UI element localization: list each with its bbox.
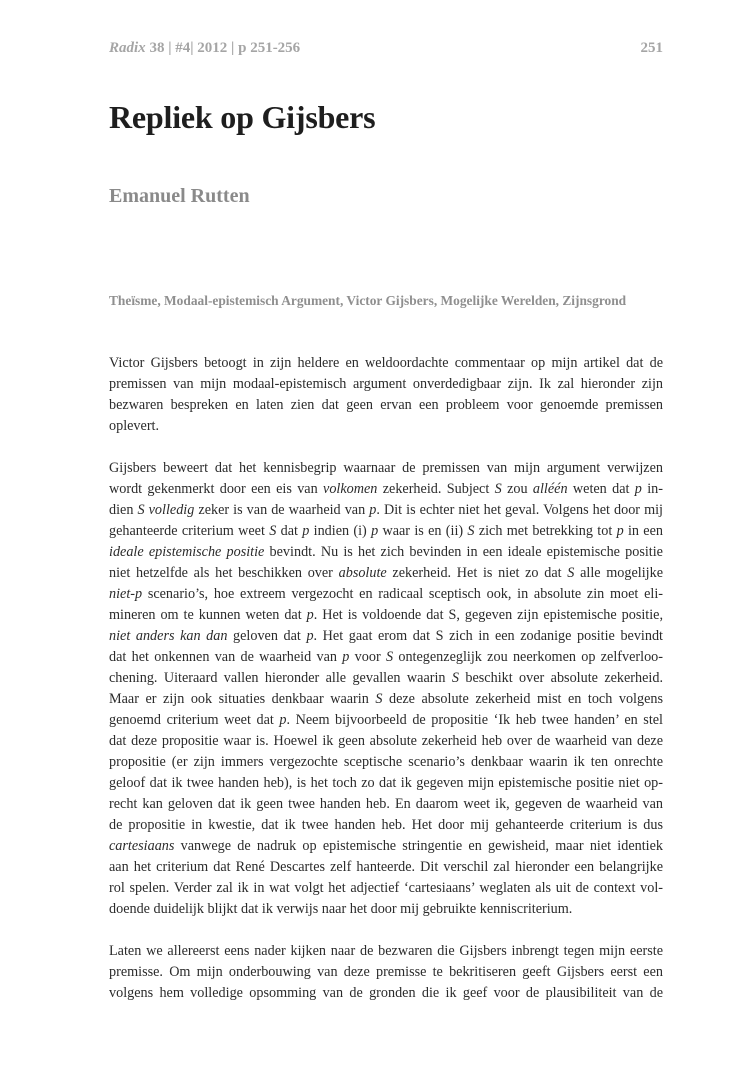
text-line: doende duidelijk blijkt dat ik verwijs naar het door mij gebruikte kenniscriterium. (109, 901, 573, 917)
journal-name: Radix (109, 40, 146, 56)
paragraph (109, 941, 663, 1004)
page-number: 251 (640, 40, 663, 56)
text-line: ideale epistemische positie bevindt. Nu is het zich bevinden in een ideale epistemische positie (109, 544, 663, 560)
text-line: volgens hem volledige opsomming van de gronden die ik geef voor de plausibiliteit van de (109, 985, 663, 1001)
text-line: niet-p scenario’s, hoe extreem vergezocht en radicaal sceptisch ook, in absolute zin moet eli- (109, 586, 663, 602)
text-line: niet hetzelfde als het beschikken over absolute zekerheid. Het is niet zo dat S alle mogelijke (109, 565, 663, 581)
text-line: genoemd criterium weet dat p. Neem bijvoorbeeld de propositie ‘Ik heb twee handen’ en stel (109, 712, 663, 728)
paragraph (109, 353, 663, 437)
text-line: cartesiaans vanwege de nadruk op epistemische stringentie en gewisheid, maar niet identiek (109, 838, 663, 854)
running-head (109, 40, 663, 57)
text-line: propositie (er zijn immers vergezochte sceptische scenario’s denkbaar waarin ik ten onrechte (109, 754, 663, 770)
text-line: aan het criterium dat René Descartes zelf hanteerde. Dit verschil zal hieronder een belangrijke (109, 859, 663, 875)
article-author: Emanuel Rutten (109, 185, 250, 207)
text-line: dien S volledig zeker is van de waarheid van p. Dit is echter niet het geval. Volgens het door mij (109, 502, 664, 518)
text-line: bezwaren bespreken en laten zien dat geen ervan een probleem voor genoemde premissen (109, 397, 663, 413)
text-line: Laten we allereerst eens nader kijken naar de bezwaren die Gijsbers inbrengt tegen mijn eerste (109, 943, 663, 959)
text-line: premisse. Om mijn onderbouwing van deze premisse te bekritiseren geeft Gijsbers eerst een (109, 964, 663, 980)
text-line: Victor Gijsbers betoogt in zijn heldere en weldoordachte commentaar op mijn artikel dat de (109, 355, 663, 371)
article-body (109, 353, 663, 1025)
text-line: niet anders kan dan geloven dat p. Het gaat erom dat S zich in een zodanige positie bevindt (109, 628, 664, 644)
text-line: dat het onkennen van de waarheid van p voor S ontegenzeglijk zou neerkomen op zelfverloo- (109, 649, 663, 665)
citation: 38 | #4| 2012 | p 251-256 (149, 40, 301, 56)
article-title: Repliek op Gijsbers (109, 99, 376, 135)
text-line: mineren om te kunnen weten dat p. Het is voldoende dat S, gegeven zijn epistemische positie, (109, 607, 664, 623)
text-line: de propositie in kwestie, dat ik twee handen heb. Het door mij gehanteerde criterium is dus (109, 817, 663, 833)
text-line: geloof dat ik twee handen heb), is het toch zo dat ik gegeven mijn epistemische positie niet op- (109, 775, 663, 791)
text-line: premissen van mijn modaal-epistemisch argument onverdedigbaar zijn. Ik zal hieronder zijn (109, 376, 663, 392)
text-line: wordt gekenmerkt door een eis van volkomen zekerheid. Subject S zou alléén weten dat p in- (109, 481, 663, 497)
text-line: gehanteerde criterium weet S dat p indien (i) p waar is en (ii) S zich met betrekking tot p in een (109, 523, 663, 539)
text-line: oplevert. (109, 418, 160, 434)
text-line: Maar er zijn ook situaties denkbaar waarin S deze absolute zekerheid mist en toch volgens (109, 691, 663, 707)
keywords: Theïsme, Modaal-epistemisch Argument, Victor Gijsbers, Mogelijke Werelden, Zijnsgrond (109, 293, 627, 308)
paragraph (109, 458, 663, 920)
text-line: dat deze propositie waar is. Hoewel ik geen absolute zekerheid heb over de waarheid van deze (109, 733, 663, 749)
text-line: chening. Uiteraard vallen hieronder alle gevallen waarin S beschikt over absolute zekerheid. (109, 670, 664, 686)
text-line: Gijsbers beweert dat het kennisbegrip waarnaar de premissen van mijn argument verwijzen (109, 460, 663, 476)
text-line: recht kan geloven dat ik geen twee handen heb. En daarom weet ik, gegeven de waarheid van (109, 796, 663, 812)
text-line: rol spelen. Verder zal ik in wat volgt het adjectief ‘cartesiaans’ weglaten als uit de context vol- (109, 880, 663, 896)
